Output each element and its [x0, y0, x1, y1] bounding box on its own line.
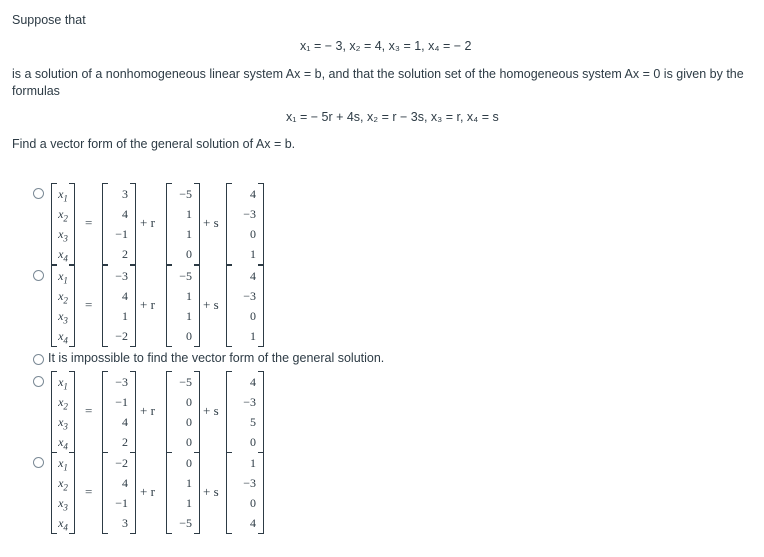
particular-vector-entry: 3	[122, 516, 128, 530]
r-vector-entry: −5	[179, 187, 192, 201]
r-vector-entry: 0	[186, 329, 192, 343]
option-radio-3[interactable]	[33, 354, 44, 365]
s-vector-entry: 4	[250, 269, 256, 283]
variable-vector	[51, 183, 75, 265]
variable-vector-entry: $x_1$	[58, 375, 68, 392]
r-vector-entry: 1	[186, 227, 192, 241]
particular-vector-entry: −2	[115, 329, 128, 343]
option-radio-1[interactable]	[33, 188, 44, 199]
variable-vector-entry: $x_4$	[58, 435, 68, 452]
particular-vector-entry: 4	[122, 289, 128, 303]
r-vector-entry: −5	[179, 269, 192, 283]
r-vector-entry: 0	[186, 435, 192, 449]
s-vector	[226, 183, 264, 265]
variable-vector-entry: $x_1$	[58, 456, 68, 473]
plus-r-label: + r	[140, 403, 155, 418]
homogeneous-solution: x₁ = − 5r + 4s, x₂ = r − 3s, x₃ = r, x₄ = s	[286, 110, 499, 124]
r-vector-entry: 1	[186, 309, 192, 323]
r-vector	[166, 183, 200, 265]
particular-vector-entry: −1	[115, 395, 128, 409]
equals-sign: =	[85, 215, 93, 230]
plus-r-label: + r	[140, 215, 155, 230]
s-vector-entry: 0	[250, 435, 256, 449]
s-vector-entry: 1	[250, 247, 256, 261]
question-text: Find a vector form of the general solution of Ax = b.	[12, 137, 296, 151]
particular-vector-entry: −3	[115, 375, 128, 389]
r-vector-entry: 1	[186, 476, 192, 490]
s-vector-entry: 4	[250, 375, 256, 389]
r-vector-entry: 1	[186, 207, 192, 221]
option-radio-5[interactable]	[33, 457, 44, 468]
s-vector-entry: 5	[250, 415, 256, 429]
variable-vector	[51, 371, 75, 453]
particular-vector-entry: −2	[115, 456, 128, 470]
s-vector-entry: −3	[243, 207, 256, 221]
variable-vector	[51, 265, 75, 347]
s-vector	[226, 371, 264, 453]
particular-vector-entry: −3	[115, 269, 128, 283]
variable-vector-entry: $x_1$	[58, 269, 68, 286]
variable-vector-entry: $x_3$	[58, 496, 68, 513]
variable-vector-entry: $x_3$	[58, 309, 68, 326]
r-vector	[166, 452, 200, 534]
equals-sign: =	[85, 403, 93, 418]
r-vector-entry: 0	[186, 415, 192, 429]
r-vector-entry: 1	[186, 289, 192, 303]
plus-s-label: + s	[203, 403, 219, 418]
s-vector-entry: 1	[250, 329, 256, 343]
equals-sign: =	[85, 484, 93, 499]
s-vector-entry: 0	[250, 309, 256, 323]
s-vector-entry: 1	[250, 456, 256, 470]
s-vector-entry: 4	[250, 187, 256, 201]
particular-vector	[102, 452, 136, 534]
plus-s-label: + s	[203, 297, 219, 312]
s-vector	[226, 265, 264, 347]
option-radio-2[interactable]	[33, 270, 44, 281]
plus-r-label: + r	[140, 297, 155, 312]
variable-vector-entry: $x_4$	[58, 516, 68, 533]
particular-vector-entry: 3	[122, 187, 128, 201]
particular-vector-entry: 2	[122, 247, 128, 261]
particular-vector-entry: 4	[122, 207, 128, 221]
variable-vector-entry: $x_2$	[58, 207, 68, 224]
variable-vector-entry: $x_1$	[58, 187, 68, 204]
intro-text: Suppose that	[12, 13, 86, 27]
plus-s-label: + s	[203, 215, 219, 230]
variable-vector-entry: $x_3$	[58, 227, 68, 244]
s-vector-entry: −3	[243, 395, 256, 409]
r-vector-entry: 0	[186, 395, 192, 409]
variable-vector	[51, 452, 75, 534]
particular-vector-entry: 2	[122, 435, 128, 449]
equals-sign: =	[85, 297, 93, 312]
variable-vector-entry: $x_2$	[58, 395, 68, 412]
s-vector	[226, 452, 264, 534]
plus-r-label: + r	[140, 484, 155, 499]
s-vector-entry: 0	[250, 227, 256, 241]
variable-vector-entry: $x_2$	[58, 289, 68, 306]
r-vector-entry: 0	[186, 247, 192, 261]
particular-vector	[102, 371, 136, 453]
s-vector-entry: 0	[250, 496, 256, 510]
particular-solution: x₁ = − 3, x₂ = 4, x₃ = 1, x₄ = − 2	[300, 39, 472, 53]
particular-vector-entry: 1	[122, 309, 128, 323]
option-text: It is impossible to find the vector form of the general solution.	[48, 351, 385, 365]
s-vector-entry: −3	[243, 476, 256, 490]
particular-vector-entry: 4	[122, 415, 128, 429]
r-vector-entry: 0	[186, 456, 192, 470]
s-vector-entry: −3	[243, 289, 256, 303]
r-vector-entry: −5	[179, 375, 192, 389]
variable-vector-entry: $x_4$	[58, 247, 68, 264]
r-vector	[166, 265, 200, 347]
option-radio-4[interactable]	[33, 376, 44, 387]
variable-vector-entry: $x_3$	[58, 415, 68, 432]
variable-vector-entry: $x_2$	[58, 476, 68, 493]
r-vector-entry: 1	[186, 496, 192, 510]
statement-line-1: is a solution of a nonhomogeneous linear system Ax = b, and that the solution set of the homogeneous system Ax = 0 is given by the	[12, 67, 744, 81]
r-vector-entry: −5	[179, 516, 192, 530]
particular-vector-entry: −1	[115, 227, 128, 241]
r-vector	[166, 371, 200, 453]
particular-vector	[102, 183, 136, 265]
particular-vector-entry: 4	[122, 476, 128, 490]
variable-vector-entry: $x_4$	[58, 329, 68, 346]
particular-vector-entry: −1	[115, 496, 128, 510]
s-vector-entry: 4	[250, 516, 256, 530]
particular-vector	[102, 265, 136, 347]
statement-line-2: formulas	[12, 84, 60, 98]
plus-s-label: + s	[203, 484, 219, 499]
